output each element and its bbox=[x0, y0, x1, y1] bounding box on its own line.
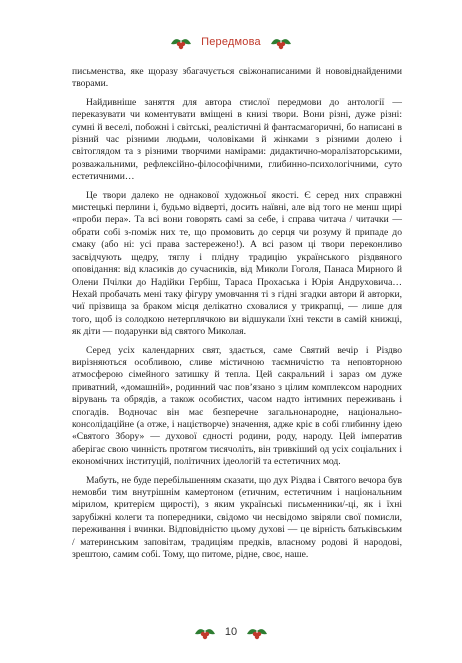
running-header-title: Передмова bbox=[201, 36, 261, 48]
paragraph: Це твори далеко не однакової художньої якості. Є серед них справжні мистецькі перлини і, будьмо відверті, досить наївні, але від того не менш щирі «проби пера». Та всі вони говорять самі за себе, і справа читача / читачки — обрати собі з-поміж них те, що промовить до серця чи розуму й припаде до смаку (або ні: усі права застережено!). А всі разом ці твори переконливо засвідчують щедру, тяглу і плідну традицію українського різдвяного оповідання: від класиків до сучасників, від Миколи Гоголя, Панаса Мирного й Олени Пчілки до Надійки Гербіш, Тараса Прохаська і Юрія Андруховича… Нехай пробачать мені таку фігуру умовчання ті з гідні згадки автори й авторки, чиї прізвища за браком місця делікатно сховалися у трикрапці, — лише для того, щоб із солодкою нетерплячкою ви відшукали їхні тексти в самій книжці, як діти — подарунки від святого Миколая. bbox=[72, 189, 402, 338]
body-text bbox=[72, 66, 402, 561]
paragraph: Мабуть, не буде перебільшенням сказати, що дух Різдва і Святого вечора був немовби тим внутрішнім камертоном (етичним, естетичним і національним мірилом, критерієм щирості), з яким українські письменники/-ці, як і їхні зарубіжні колеги та попередники, свідомо чи несвідомо звіряли свої помисли, переживання і вчинки. Відповідністю цьому духові — це вірність батьківським / материнським заповітам, традиціям предків, власному родові й народові, зрештою, самим собі. Тому, що питоме, рідне, своє, наше. bbox=[72, 474, 402, 561]
paragraph: Серед усіх календарних свят, здається, саме Святий вечір і Різдво вирізняються особливою, сливе містичною таємничістю та неповторною атмосферою сімейного затишку й тепла. Цей сакральний і зараз ом дуже приватний, «домашній», родинний час пов’язано з цілим комплексом народних вірувань та обрядів, а також особистих, часом надто інтимних переживань і спогадів. Водночас він має безперечне загальнонародне, національно-консолідаційне (а отже, і націєтворче) значення, адже кріє в собі глибинну ідею «Святого Збору» — духової єдності родини, роду, народу. Цей імператив аберігає свою чинність протягом тисячоліть, він тривкіший од усіх соціальних і економічних інституцій, політичних ідеологій та естетичних мод. bbox=[72, 344, 402, 468]
paragraph: письменства, яке щоразу збагачується свіжонаписаними й нововіднайденими творами. bbox=[72, 66, 402, 90]
page-number: 10 bbox=[224, 626, 238, 638]
holly-icon bbox=[193, 622, 217, 642]
running-header bbox=[0, 30, 462, 54]
holly-icon bbox=[169, 32, 193, 52]
holly-icon bbox=[269, 32, 293, 52]
holly-icon bbox=[245, 622, 269, 642]
paragraph: Найдивніше заняття для автора стислої передмови до антології — переказувати чи коментувати вміщені в книзі твори. Вони різні, дуже різні: сумні й веселі, побожні і світські, реалістичні й фантасмагоричні, бо написані в різний час різними людьми, чоловіками й жінками з різними долею і світоглядом та з різними творчими намірами: дидактично-моралізаторськими, розважальними, рефлексійно-філософічними, глибинно-психологічними, суто естетичними… bbox=[72, 96, 402, 183]
page-footer bbox=[0, 620, 462, 644]
